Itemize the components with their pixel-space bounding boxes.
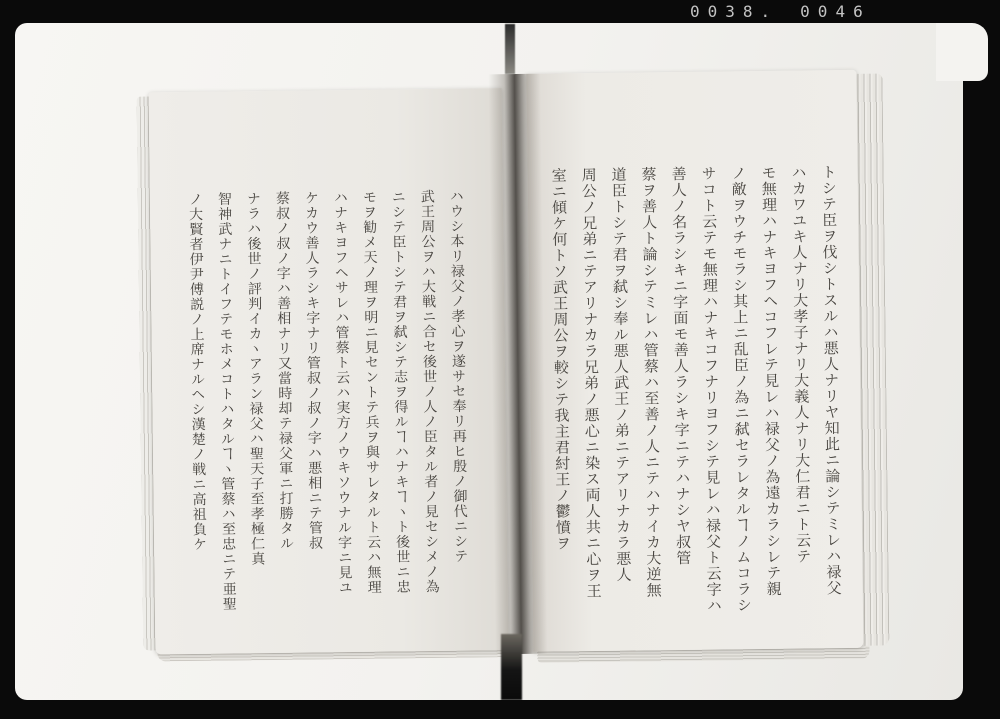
open-manuscript-book [136, 61, 895, 678]
text-column: 蔡ヲ善人ト論シテミレハ管蔡ハ至善ノ人ニテハナイカ大逆無 [639, 166, 663, 599]
text-column: 周公ノ兄弟ニテアリナカラ兄弟ノ悪心ニ染ス両人共ニ心ヲ王 [579, 166, 603, 600]
gutter-shadow-bottom-streak [501, 634, 522, 700]
text-column: ハカワユキ人ナリ大孝子ナリ大義人ナリ大仁君ニト云テ [789, 164, 813, 565]
text-column: サコト云テモ無理ハナキコフナリヨフシテ見レハ禄父ト云字ハ [699, 165, 723, 614]
frame-counter [690, 2, 871, 21]
photo-backdrop-corner [936, 23, 988, 81]
text-column: 道臣トシテ君ヲ弑シ奉ル悪人武王ノ弟ニテアリナカラ悪人 [609, 166, 633, 583]
frame-counter-left: 0038. [690, 2, 779, 21]
text-column: 蔡叔ノ叔ノ字ハ善相ナリ又當時却テ禄父軍ニ打勝タル [273, 190, 295, 551]
binding-gutter-shadow [488, 74, 547, 655]
right-page [526, 70, 863, 652]
text-column: ノ敵ヲウチモラシ其上ニ乱臣ノ為ニ弑セラレタルヿノムコラシ [729, 165, 753, 614]
text-column: モ無理ハナキヨフヘコフレテ見レハ禄父ノ為遠カラシレテ親 [759, 164, 783, 597]
text-column: ハウシ本リ禄父ノ孝心ヲ遂サセ奉リ再ヒ殷ノ御代ニシテ [447, 188, 469, 564]
left-page [149, 88, 509, 654]
left-page-text [180, 189, 475, 641]
text-column: ハナキヨフヘサレハ管蔡ト云ハ実方ノウキソウナル字ニ見ユ [331, 190, 353, 596]
text-column: 善人ノ名ラシキニ字面モ善人ラシキ字ニテハナシヤ叔管 [669, 165, 693, 567]
text-column: トシテ臣ヲ伐シトスルハ悪人ナリヤ知此ニ論シテミレハ禄父 [819, 164, 843, 597]
text-column: 智神武ナニトイフテモホメコトハタルヿヽ管蔡ハ至忠ニテ亜聖 [215, 191, 237, 612]
text-column: ケカウ善人ラシキ字ナリ管叔ノ叔ノ字ハ悪相ニテ管叔 [302, 190, 324, 551]
text-column: モヲ勧メ天ノ理ヲ明ニ見セントテ兵ヲ與サレタルト云ハ無理 [360, 189, 382, 595]
text-column: ナラハ後世ノ評判イカヽアラン禄父ハ聖天子至孝極仁真 [244, 191, 266, 567]
text-column: 室ニ傾ケ何トソ武王周公ヲ較シテ我主君紂王ノ鬱憤ヲ [549, 167, 573, 552]
text-column: 武王周公ヲハ大戦ニ合セ後世ノ人ノ臣タル者ノ見セシメノ為 [418, 188, 440, 595]
text-column: ニシテ臣トシテ君ヲ弑シテ志ヲ得ルヿハナキヿヽト後世ニ忠 [389, 189, 411, 595]
frame-counter-right: 0046 [800, 2, 871, 21]
right-page-text [542, 164, 850, 644]
gutter-shadow-top-streak [505, 24, 515, 74]
text-column: ノ大賢者伊尹傅説ノ上席ナルヘシ漢楚ノ戦ニ高祖負ケ [186, 191, 208, 552]
